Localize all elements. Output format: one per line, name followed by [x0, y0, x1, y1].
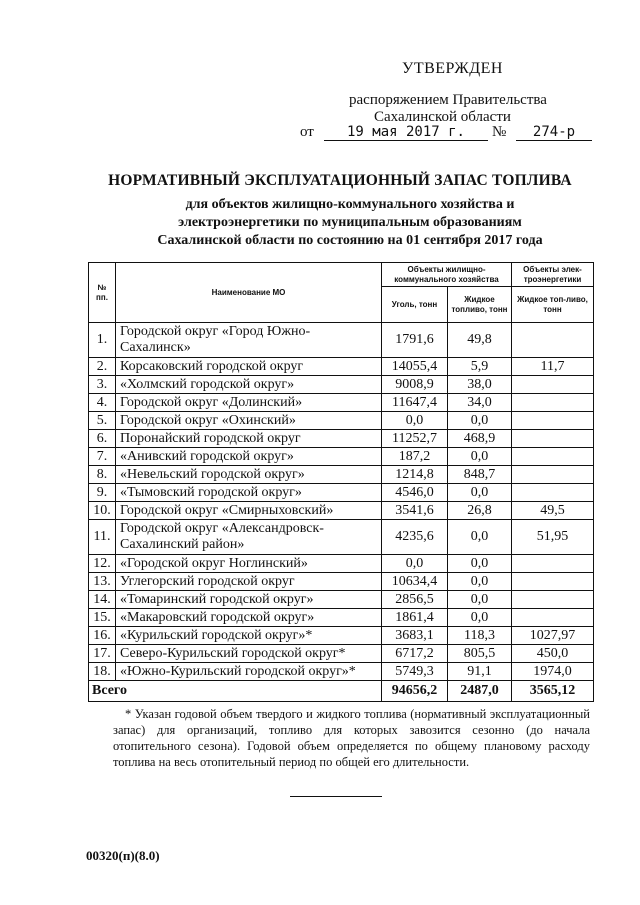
table-row [89, 394, 594, 412]
row-name: Городской округ «Александровск-Сахалинский район» [116, 520, 382, 555]
order-line-1: распоряжением Правительства [349, 92, 547, 108]
total-label: Всего [89, 681, 382, 702]
table-row [89, 627, 594, 645]
table-row [89, 376, 594, 394]
row-liquid: 0,0 [448, 591, 512, 609]
row-number: 7. [89, 448, 116, 466]
row-power [512, 323, 594, 358]
row-coal: 0,0 [382, 555, 448, 573]
row-power [512, 394, 594, 412]
total-row [89, 681, 594, 702]
footnote: * Указан годовой объем твердого и жидкого топлива (нормативный эксплуатационный запас) для организаций, топливо для которых завозится сезонно (до начала отопительного сезона). Годовой объем определяется по общему плановому расходу топлива на весь отопительный период по общей его длительности. [113, 707, 590, 769]
row-name: Городской округ «Охинский» [116, 412, 382, 430]
table-row [89, 323, 594, 358]
row-number: 9. [89, 484, 116, 502]
row-number: 1. [89, 323, 116, 358]
table-row [89, 430, 594, 448]
row-coal: 4546,0 [382, 484, 448, 502]
document-code: 00320(п)(8.0) [86, 848, 160, 863]
row-coal: 1861,4 [382, 609, 448, 627]
row-liquid: 0,0 [448, 484, 512, 502]
row-name: Городской округ «Город Южно-Сахалинск» [116, 323, 382, 358]
header-no: № пп. [89, 263, 116, 323]
table-row [89, 555, 594, 573]
table-row [89, 520, 594, 555]
table-row [89, 573, 594, 591]
order-date: 19 мая 2017 г. [324, 124, 488, 141]
row-liquid: 0,0 [448, 520, 512, 555]
subtitle-line-3: Сахалинской области по состоянию на 01 сентября 2017 года [157, 233, 543, 248]
row-power: 1027,97 [512, 627, 594, 645]
row-number: 12. [89, 555, 116, 573]
total-coal: 94656,2 [382, 681, 448, 702]
row-number: 13. [89, 573, 116, 591]
separator-line [290, 796, 382, 797]
row-liquid: 34,0 [448, 394, 512, 412]
row-number: 8. [89, 466, 116, 484]
table-row [89, 645, 594, 663]
number-label: № [492, 124, 507, 140]
row-number: 18. [89, 663, 116, 681]
row-coal: 4235,6 [382, 520, 448, 555]
row-number: 17. [89, 645, 116, 663]
row-liquid: 0,0 [448, 573, 512, 591]
row-number: 15. [89, 609, 116, 627]
table-row [89, 502, 594, 520]
table-row [89, 484, 594, 502]
row-liquid: 38,0 [448, 376, 512, 394]
total-liquid: 2487,0 [448, 681, 512, 702]
row-name: «Тымовский городской округ» [116, 484, 382, 502]
row-power: 49,5 [512, 502, 594, 520]
row-power [512, 430, 594, 448]
row-number: 4. [89, 394, 116, 412]
row-name: «Городской округ Ноглинский» [116, 555, 382, 573]
row-coal: 3683,1 [382, 627, 448, 645]
row-coal: 14055,4 [382, 358, 448, 376]
row-coal: 1214,8 [382, 466, 448, 484]
order-line-2: Сахалинской области [374, 109, 511, 125]
table-row [89, 466, 594, 484]
row-power: 51,95 [512, 520, 594, 555]
table-row [89, 412, 594, 430]
row-power [512, 376, 594, 394]
row-power [512, 466, 594, 484]
row-name: «Южно-Курильский городской округ»* [116, 663, 382, 681]
document-subtitle [120, 196, 580, 250]
row-number: 3. [89, 376, 116, 394]
row-liquid: 26,8 [448, 502, 512, 520]
order-number: 274-р [516, 124, 592, 141]
row-coal: 0,0 [382, 412, 448, 430]
row-liquid: 0,0 [448, 555, 512, 573]
row-power: 450,0 [512, 645, 594, 663]
row-number: 11. [89, 520, 116, 555]
fuel-reserve-table [88, 262, 594, 702]
header-group-housing: Объекты жилищно-коммунального хозяйства [382, 263, 512, 287]
row-number: 10. [89, 502, 116, 520]
row-number: 2. [89, 358, 116, 376]
row-power: 1974,0 [512, 663, 594, 681]
header-liquid: Жидкое топливо, тонн [448, 287, 512, 323]
row-liquid: 0,0 [448, 412, 512, 430]
row-name: «Невельский городской округ» [116, 466, 382, 484]
table-row [89, 358, 594, 376]
table-row [89, 609, 594, 627]
row-liquid: 91,1 [448, 663, 512, 681]
row-power: 11,7 [512, 358, 594, 376]
row-name: «Томаринский городской округ» [116, 591, 382, 609]
row-coal: 187,2 [382, 448, 448, 466]
row-name: «Холмский городской округ» [116, 376, 382, 394]
row-power [512, 591, 594, 609]
row-coal: 6717,2 [382, 645, 448, 663]
row-power [512, 609, 594, 627]
subtitle-line-1: для объектов жилищно-коммунального хозяйства и [185, 197, 515, 212]
from-label: от [300, 124, 314, 140]
row-liquid: 118,3 [448, 627, 512, 645]
row-coal: 9008,9 [382, 376, 448, 394]
row-coal: 2856,5 [382, 591, 448, 609]
row-coal: 10634,4 [382, 573, 448, 591]
row-number: 6. [89, 430, 116, 448]
row-power [512, 484, 594, 502]
row-liquid: 848,7 [448, 466, 512, 484]
document-title: НОРМАТИВНЫЙ ЭКСПЛУАТАЦИОННЫЙ ЗАПАС ТОПЛИВА [108, 172, 572, 189]
header-name: Наименование МО [116, 263, 382, 323]
row-number: 5. [89, 412, 116, 430]
row-power [512, 412, 594, 430]
row-liquid: 49,8 [448, 323, 512, 358]
row-liquid: 0,0 [448, 609, 512, 627]
row-name: Городской округ «Долинский» [116, 394, 382, 412]
row-name: «Курильский городской округ»* [116, 627, 382, 645]
row-liquid: 0,0 [448, 448, 512, 466]
row-name: «Макаровский городской округ» [116, 609, 382, 627]
row-coal: 11647,4 [382, 394, 448, 412]
row-name: Северо-Курильский городской округ* [116, 645, 382, 663]
table-row [89, 591, 594, 609]
row-name: Углегорский городской округ [116, 573, 382, 591]
header-power-liquid: Жидкое топ-ливо, тонн [512, 287, 594, 323]
row-name: Корсаковский городской округ [116, 358, 382, 376]
subtitle-line-2: электроэнергетики по муниципальным образованиям [178, 215, 522, 230]
header-group-power: Объекты элек-троэнергетики [512, 263, 594, 287]
table-row [89, 663, 594, 681]
row-power [512, 448, 594, 466]
table-row [89, 448, 594, 466]
row-coal: 3541,6 [382, 502, 448, 520]
row-number: 16. [89, 627, 116, 645]
row-liquid: 5,9 [448, 358, 512, 376]
row-name: «Анивский городской округ» [116, 448, 382, 466]
approved-heading: УТВЕРЖДЕН [402, 60, 503, 77]
row-liquid: 468,9 [448, 430, 512, 448]
row-power [512, 573, 594, 591]
total-power: 3565,12 [512, 681, 594, 702]
row-power [512, 555, 594, 573]
row-number: 14. [89, 591, 116, 609]
row-coal: 11252,7 [382, 430, 448, 448]
row-liquid: 805,5 [448, 645, 512, 663]
table-body [89, 323, 594, 681]
header-coal: Уголь, тонн [382, 287, 448, 323]
row-name: Поронайский городской округ [116, 430, 382, 448]
row-name: Городской округ «Смирныховский» [116, 502, 382, 520]
row-coal: 5749,3 [382, 663, 448, 681]
row-coal: 1791,6 [382, 323, 448, 358]
